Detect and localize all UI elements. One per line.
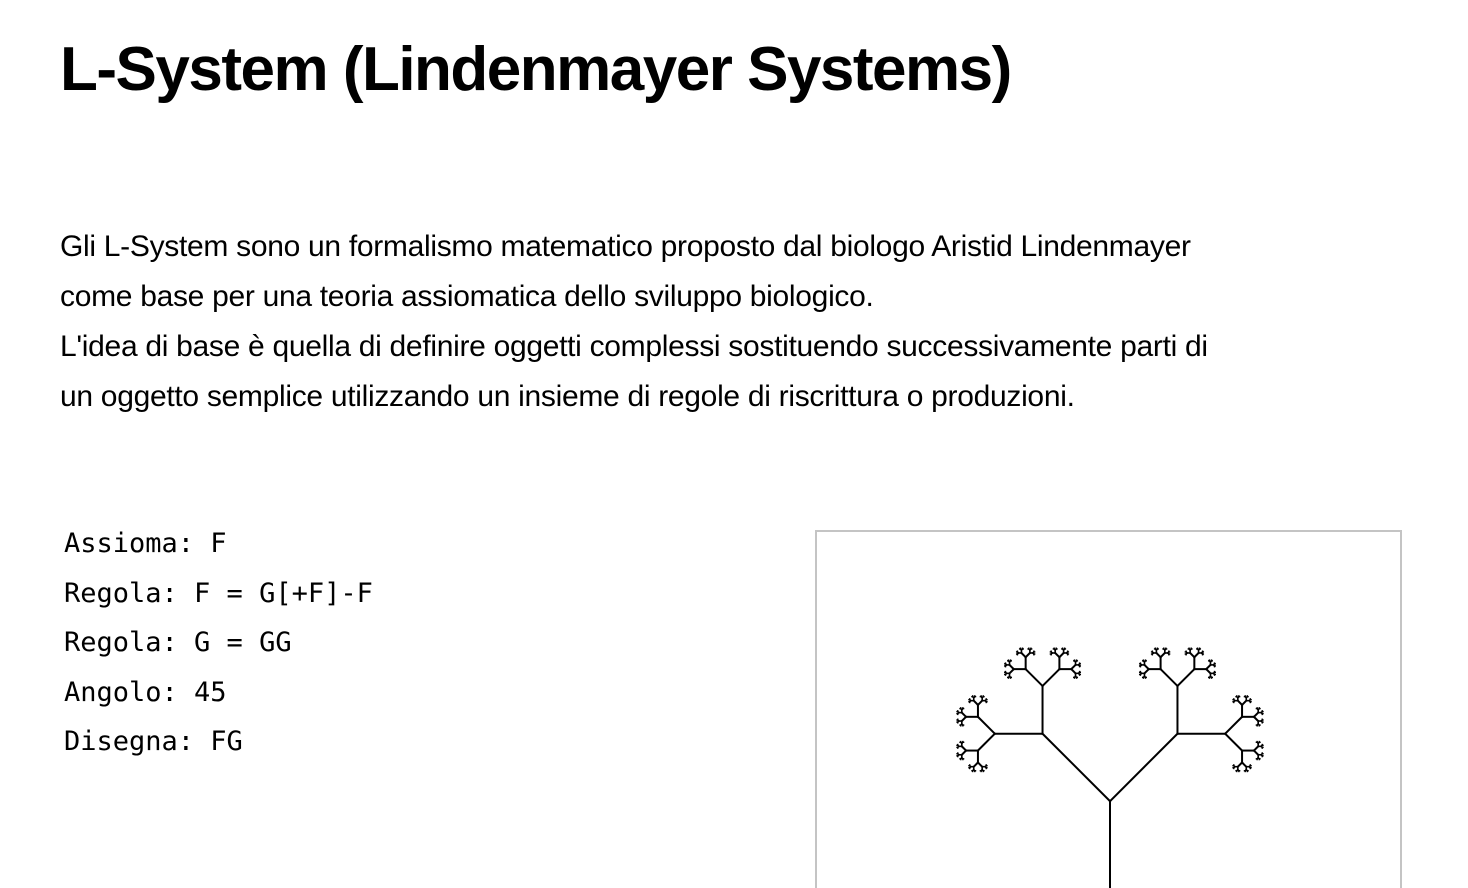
rule-f-line: Regola: F = G[+F]-F — [64, 577, 373, 609]
tree-branch — [1110, 734, 1177, 801]
intro-paragraph — [60, 222, 1400, 422]
intro-line: un oggetto semplice utilizzando un insieme di regole di riscrittura o produzioni. — [60, 380, 1075, 413]
tree-branch — [1026, 669, 1043, 686]
intro-line: L'idea di base è quella di definire oggetti complessi sostituendo successivamente parti di — [60, 330, 1208, 363]
page-title: L-System (Lindenmayer Systems) — [60, 35, 1011, 104]
intro-line: come base per una teoria assiomatica dello sviluppo biologico. — [60, 280, 874, 313]
intro-line: Gli L-System sono un formalismo matematico proposto dal biologo Aristid Lindenmayer — [60, 230, 1191, 263]
tree-branch — [1161, 669, 1178, 686]
tree-branch — [1225, 734, 1242, 751]
rule-g-line: Regola: G = GG — [64, 627, 292, 658]
lsystem-definition — [64, 519, 373, 767]
tree-branch — [978, 734, 995, 751]
axiom-line: Assioma: F — [64, 528, 227, 559]
draw-line: Disegna: FG — [64, 726, 243, 757]
fractal-tree-drawing — [817, 532, 1402, 888]
tree-branch — [1043, 669, 1060, 686]
lsystem-canvas — [815, 530, 1402, 888]
tree-branch — [978, 717, 995, 734]
tree-branch — [1225, 717, 1242, 734]
tree-branch — [1043, 734, 1110, 801]
angle-line: Angolo: 45 — [64, 676, 227, 708]
fractal-tree — [957, 648, 1263, 888]
tree-branch — [1177, 669, 1194, 686]
